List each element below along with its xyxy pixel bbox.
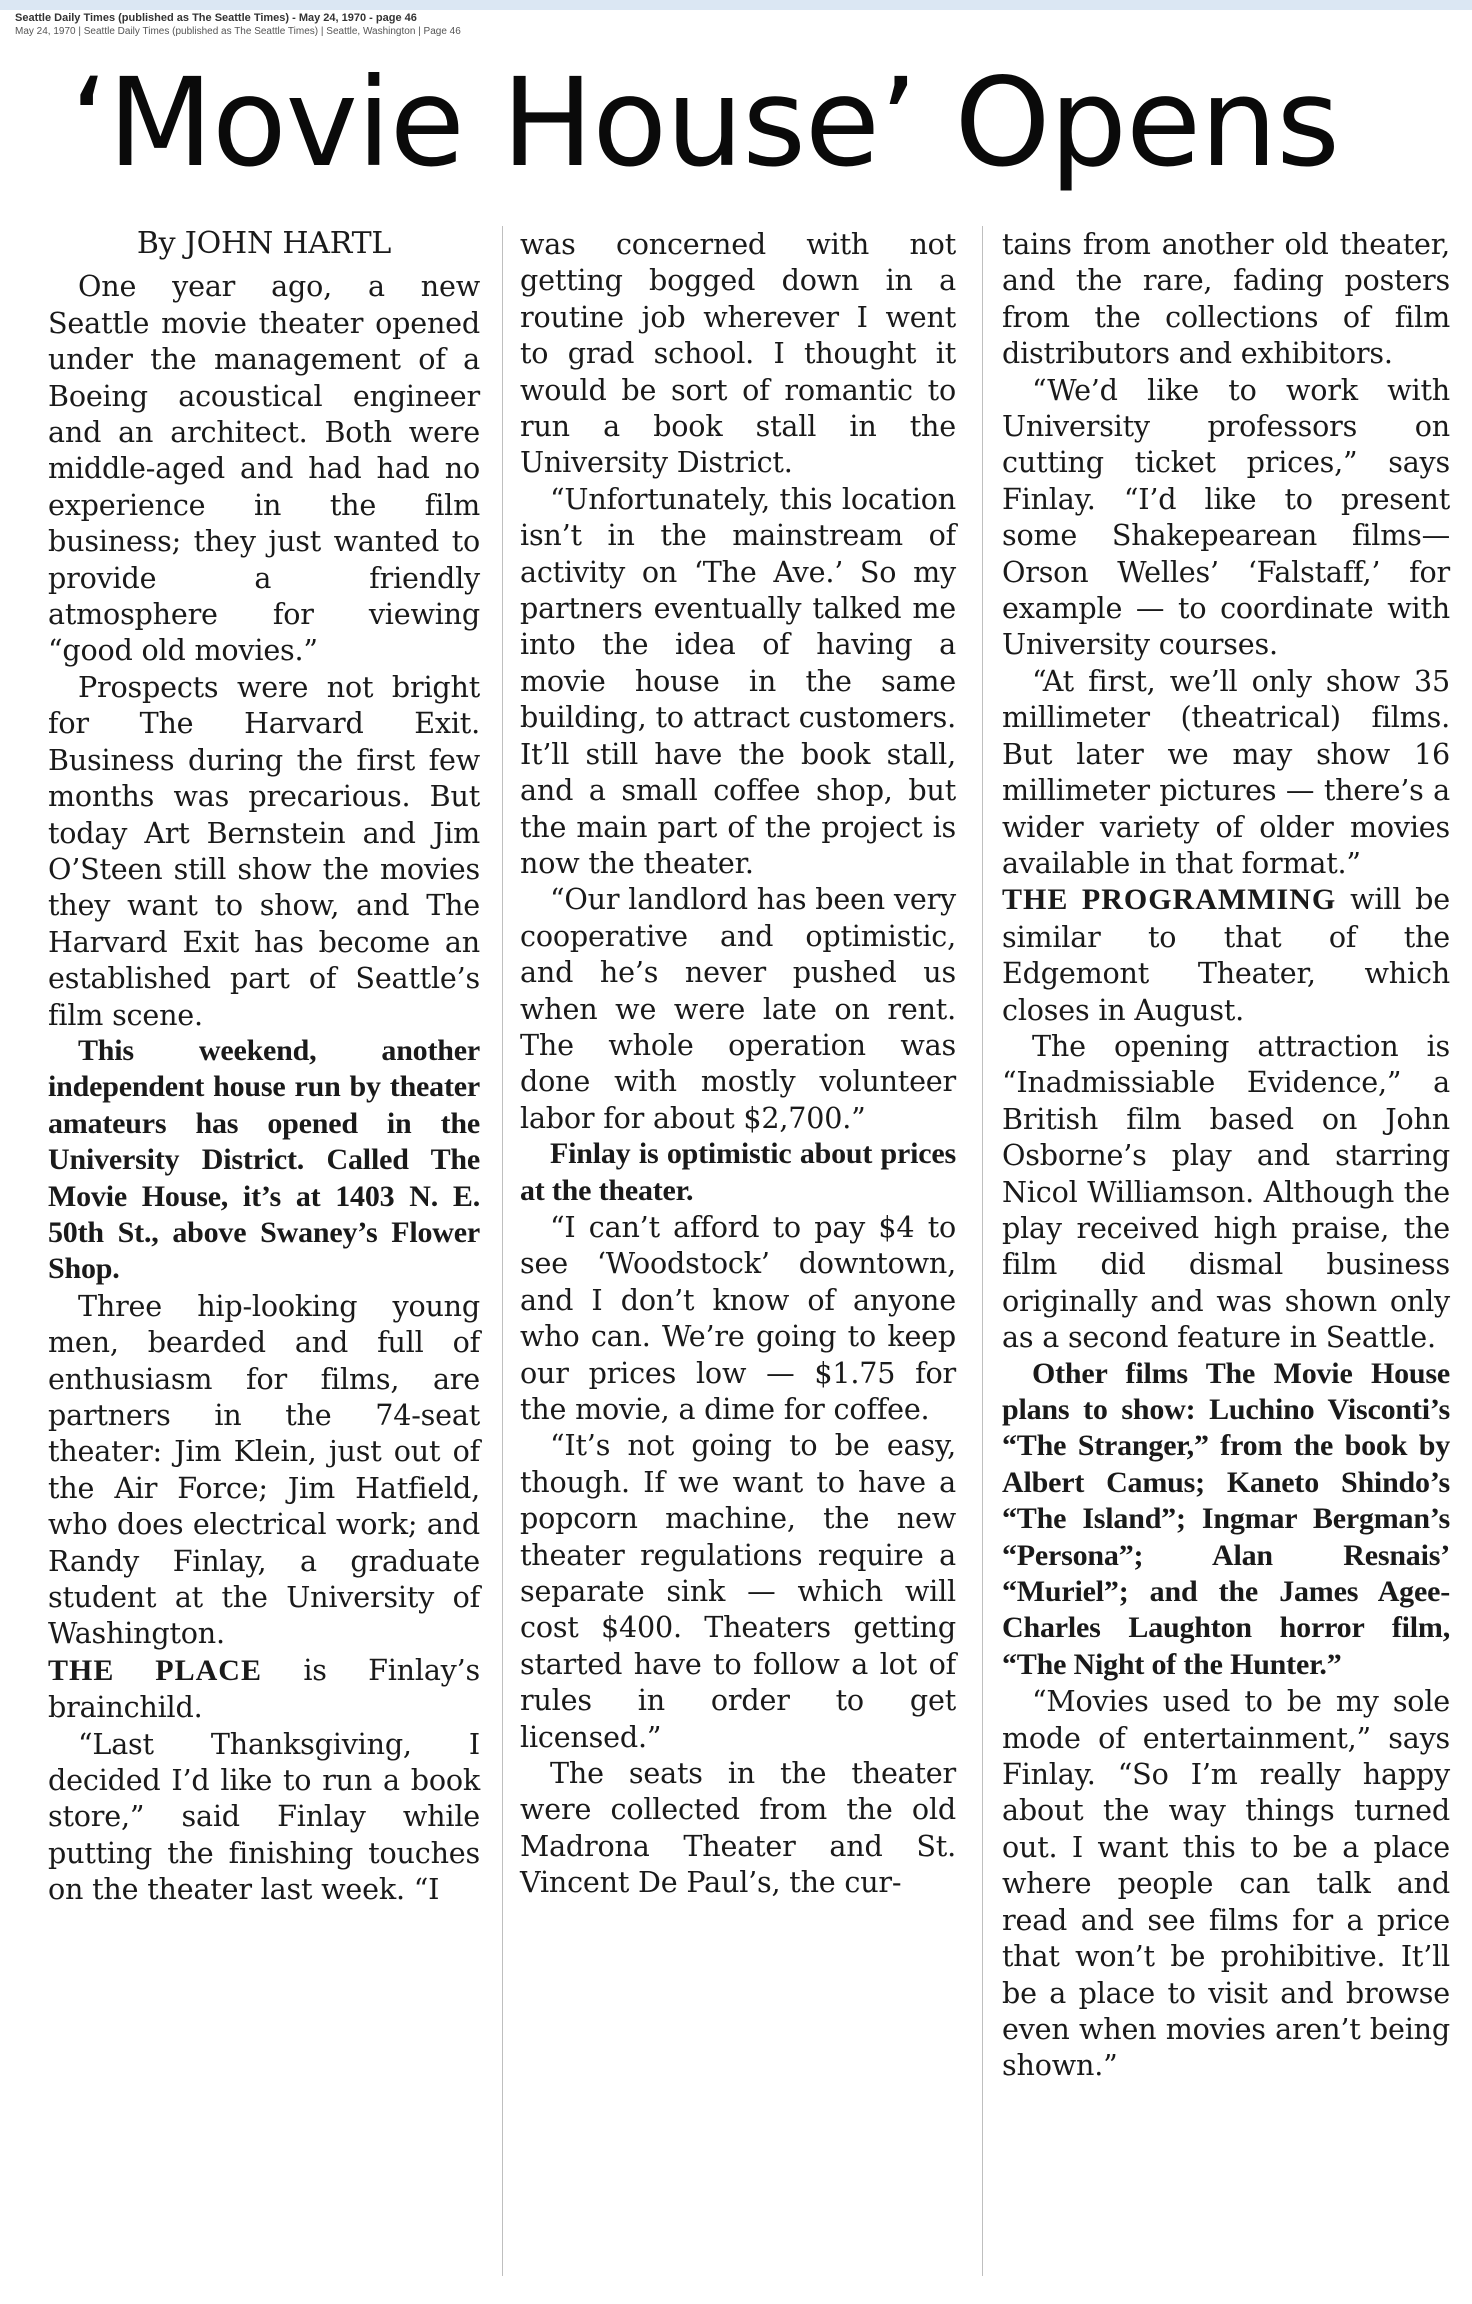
- paragraph: “Unfortunately, this location isn’t in the mainstream of activity on ‘The Ave.’ So my partners eventually talked me into the idea of having a movie house in the same building, to attract customers. It’ll still have the book stall, and a small coffee shop, but the main part of the project is now the theater.: [520, 481, 956, 880]
- headline: ‘Movie House’ Opens: [70, 52, 1339, 194]
- top-bar: [0, 0, 1472, 10]
- source-title: Seattle Daily Times (published as The Seattle Times) - May 24, 1970 - page 46: [15, 12, 417, 24]
- paragraph: One year ago, a new Seattle movie theater opened under the management of a Boeing acoustical engineer and an architect. Both were middle-aged and had had no experience in the film business; they just wanted to provide a friendly atmosphere for viewing “good old movies.”: [48, 269, 480, 668]
- paragraph: The opening attraction is “Inadmissiable Evidence,” a British film based on John Osborne’s play and starring Nicol Williamson. Although the play received high praise, the film did dismal business originally and was shown only as a second feature in Seattle.: [1002, 1028, 1450, 1355]
- section-text: will be similar to that of the Edgemont Theater, which closes in August.: [1002, 882, 1451, 1027]
- article-column-3: [1002, 226, 1450, 2084]
- paragraph: “It’s not going to be easy, though. If we want to have a popcorn machine, the new theater regulations require a separate sink — which will cost $400. Theaters getting started have to follow a lot of rules in order to get licensed.”: [520, 1428, 956, 1754]
- paragraph: “We’d like to work with University professors on cutting ticket prices,” says Finlay. “I’d like to present some Shakepearean films— Orson Welles’ ‘Falstaff,’ for example — to coordinate with University courses.: [1002, 372, 1450, 662]
- column-rule: [502, 226, 503, 2276]
- paragraph: Three hip-looking young men, bearded and full of enthusiasm for films, are partners in the 74-seat theater: Jim Klein, just out of the Air Force; Jim Hatfield, who does electrical work; and Randy Finlay, a graduate student at the University of Washington.: [48, 1288, 480, 1651]
- section-paragraph: [1002, 881, 1450, 1028]
- paragraph: tains from another old theater, and the rare, fading posters from the collections of film distributors and exhibitors.: [1002, 227, 1450, 371]
- bold-paragraph: Finlay is optimistic about prices at the theater.: [520, 1137, 956, 1207]
- paragraph: “Last Thanksgiving, I decided I’d like to run a book store,” said Finlay while putting the finishing touches on the theater last week. “I: [48, 1726, 480, 1907]
- paragraph: Prospects were not bright for The Harvard Exit. Business during the first few months was precarious. But today Art Bernstein and Jim O’Steen still show the movies they want to show, and The Harvard Exit has become an established part of Seattle’s film scene.: [48, 669, 480, 1032]
- paragraph: “Our landlord has been very cooperative and optimistic, and he’s never pushed us when we were late on rent. The whole operation was done with mostly volunteer labor for about $2,700.”: [520, 882, 956, 1135]
- paragraph: was concerned with not getting bogged down in a routine job wherever I went to grad school. I thought it would be sort of romantic to run a book stall in the University District.: [520, 227, 956, 480]
- paragraph: The seats in the theater were collected from the old Madrona Theater and St. Vincent De Paul’s, the cur-: [520, 1756, 956, 1900]
- paragraph: “I can’t afford to pay $4 to see ‘Woodstock’ downtown, and I don’t know of anyone who can. We’re going to keep our prices low — $1.75 for the movie, a dime for coffee.: [520, 1209, 956, 1426]
- paragraph: “Movies used to be my sole mode of entertainment,” says Finlay. “So I’m really happy about the way things turned out. I want this to be a place where people can talk and read and see films for a price that won’t be prohibitive. It’ll be a place to visit and browse even when movies aren’t being shown.”: [1002, 1684, 1450, 2083]
- source-subtitle: May 24, 1970 | Seattle Daily Times (published as The Seattle Times) | Seattle, Washington | Page 46: [15, 26, 461, 37]
- paragraph: “At first, we’ll only show 35 millimeter (theatrical) films. But later we may show 16 millimeter pictures — there’s a wider variety of older movies available in that format.”: [1002, 663, 1450, 880]
- section-text: is Finlay’s brainchild.: [48, 1652, 480, 1725]
- section-paragraph: [48, 1652, 480, 1726]
- article-column-2: [520, 226, 956, 1901]
- article-column-1: [48, 226, 480, 1908]
- section-kicker: THE PLACE: [48, 1653, 262, 1687]
- bold-paragraph: This weekend, another independent house run by theater amateurs has opened in the University District. Called The Movie House, it’s at 1403 N. E. 50th St., above Swaney’s Flower Shop.: [48, 1033, 480, 1286]
- bold-paragraph: Other films The Movie House plans to show: Luchino Visconti’s “The Stranger,” from the book by Albert Camus; Kaneto Shindo’s “The Island”; Ingmar Bergman’s “Persona”; Alan Resnais’ “Muriel”; and the James Agee-Charles Laughton horror film, “The Night of the Hunter.”: [1002, 1356, 1450, 1681]
- section-kicker: THE PROGRAMMING: [1002, 883, 1337, 917]
- byline: By JOHN HARTL: [136, 226, 392, 261]
- column-rule: [982, 226, 983, 2276]
